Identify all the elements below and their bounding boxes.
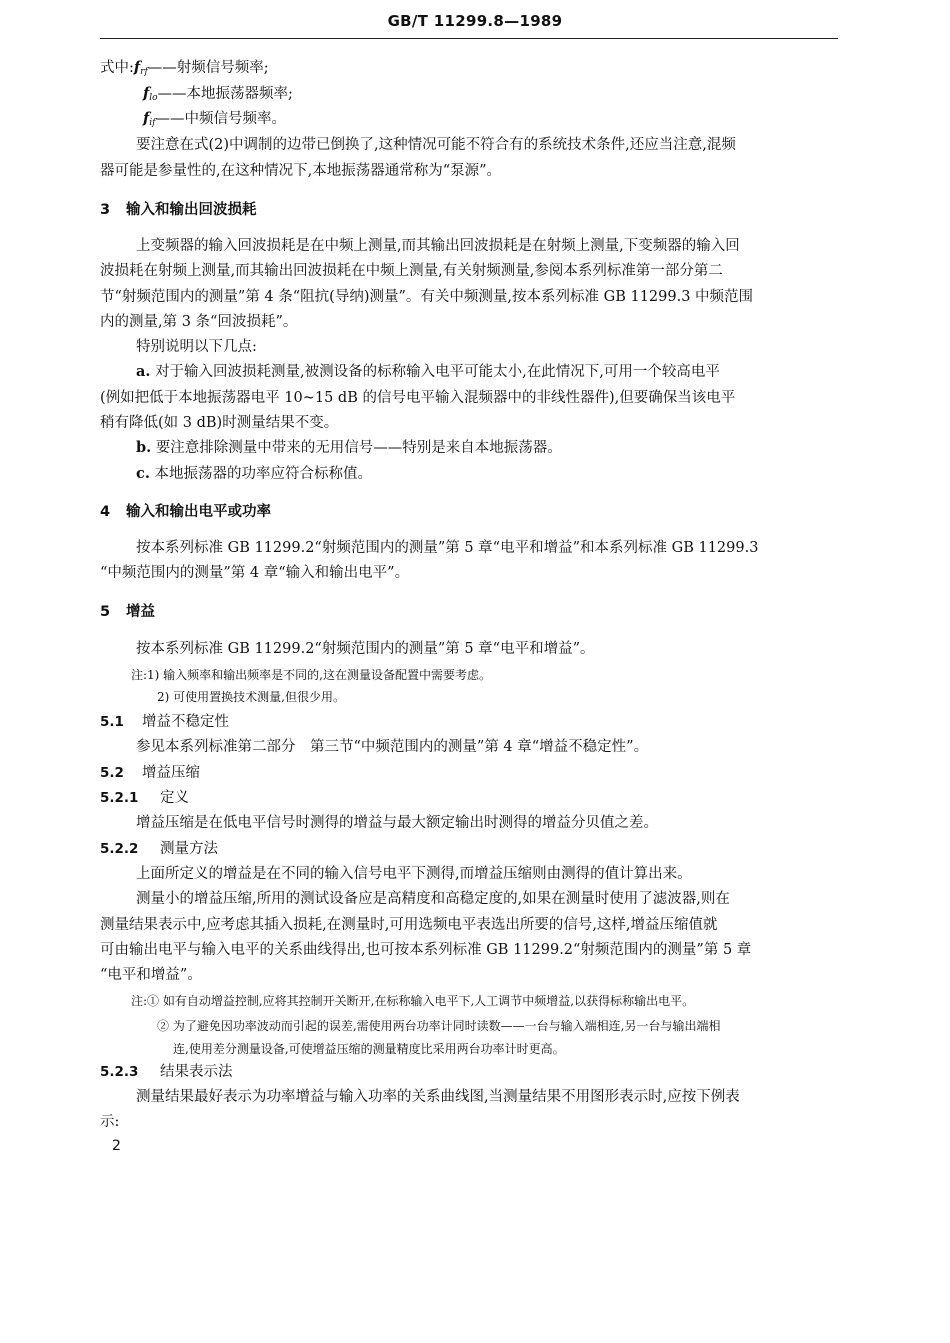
symbol-f-lo: f [143, 85, 150, 102]
subsection-number: 5.2 [100, 765, 124, 781]
list-label: c. [136, 465, 150, 482]
subsection-title: 结果表示法 [160, 1064, 233, 1080]
formula-def-lo [143, 84, 883, 108]
subsection-title: 增益不稳定性 [142, 714, 229, 730]
subsection-title: 定义 [160, 790, 189, 806]
list-item-a [136, 362, 876, 382]
section-3-heading [100, 200, 840, 220]
paragraph-line: “中频范围内的测量”第 4 章“输入和输出电平”。 [100, 565, 410, 581]
subsection-number: 5.2.1 [100, 790, 139, 806]
subsection-number: 5.2.3 [100, 1064, 139, 1080]
section-number: 5 [100, 604, 111, 620]
subsection-5-2-heading [100, 763, 840, 783]
intro-paragraph-line: 器可能是参量性的,在这种情况下,本地振荡器通常称为“泵源”。 [100, 163, 502, 179]
subscript-lo: lo [149, 93, 158, 103]
note-line: 连,使用差分测量设备,可使增益压缩的测量精度比采用两台功率计时更高。 [173, 1042, 565, 1056]
subsection-number: 5.1 [100, 714, 124, 730]
section-5-heading [100, 602, 840, 622]
subsection-5-2-1-heading [100, 788, 840, 808]
paragraph-line: 示: [100, 1114, 120, 1130]
paragraph-line: 特别说明以下几点: [136, 339, 257, 355]
section-title: 输入和输出电平或功率 [126, 504, 271, 520]
subsection-title: 测量方法 [160, 841, 218, 857]
paragraph-line: 按本系列标准 GB 11299.2“射频范围内的测量”第 5 章“电平和增益”。 [136, 641, 595, 657]
list-text: 要注意排除测量中带来的无用信号——特别是来自本地振荡器。 [155, 440, 562, 456]
paragraph-line: 增益压缩是在低电平信号时测得的增益与最大额定输出时测得的增益分贝值之差。 [136, 815, 658, 831]
subscript-if: if [149, 118, 156, 128]
section-number: 4 [100, 504, 111, 520]
section-4-heading [100, 502, 840, 522]
paragraph-line: 测量小的增益压缩,所用的测试设备应是高精度和高稳定度的,如果在测量时使用了滤波器,则在 [136, 891, 730, 907]
paragraph-line: 参见本系列标准第二部分 第三节“中频范围内的测量”第 4 章“增益不稳定性”。 [136, 739, 649, 755]
formula-prefix: 式中: [100, 60, 134, 76]
paragraph-line: 测量结果表示中,应考虑其插入损耗,在测量时,可用选频电平表选出所要的信号,这样,增益压缩值就 [100, 917, 718, 933]
formula-def-rf-text: ——射频信号频率; [147, 60, 269, 76]
page-number: 2 [112, 1138, 121, 1154]
section-title: 增益 [126, 604, 155, 620]
formula-def-if [143, 109, 883, 133]
formula-def-lo-text: ——本地振荡器频率; [157, 86, 293, 102]
paragraph-line: 上面所定义的增益是在不同的输入信号电平下测得,而增益压缩则由测得的值计算出来。 [136, 866, 692, 882]
formula-def-if-text: ——中频信号频率。 [155, 111, 286, 127]
formula-def-rf [100, 58, 840, 82]
section-title: 输入和输出回波损耗 [126, 202, 257, 218]
paragraph-line: (例如把低于本地振荡器电平 10~15 dB 的信号电平输入混频器中的非线性器件),但要确保当该电平 [100, 390, 736, 406]
paragraph-line: “电平和增益”。 [100, 967, 202, 983]
symbol-f-rf: f [133, 59, 141, 76]
symbol-f-if: f [143, 110, 150, 127]
paragraph-line: 节“射频范围内的测量”第 4 条“阻抗(导纳)测量”。有关中频测量,按本系列标准 GB 11299.3 中频范围 [100, 289, 754, 305]
subsection-number: 5.2.2 [100, 841, 139, 857]
paragraph-line: 稍有降低(如 3 dB)时测量结果不变。 [100, 415, 339, 431]
list-item-c [136, 464, 876, 484]
list-text: 对于输入回波损耗测量,被测设备的标称输入电平可能太小,在此情况下,可用一个较高电平 [155, 364, 720, 380]
paragraph-line: 可由输出电平与输入电平的关系曲线得出,也可按本系列标准 GB 11299.2“射频范围内的测量”第 5 章 [100, 942, 752, 958]
paragraph-line: 上变频器的输入回波损耗是在中频上测量,而其输出回波损耗是在射频上测量,下变频器的输入回 [136, 238, 740, 254]
list-label: b. [136, 439, 152, 456]
note-line: 注:1) 输入频率和输出频率是不同的,这在测量设备配置中需要考虑。 [131, 668, 491, 682]
subsection-5-2-3-heading [100, 1062, 840, 1082]
paragraph-line: 内的测量,第 3 条“回波损耗”。 [100, 314, 298, 330]
subscript-rf: rf [140, 67, 148, 77]
intro-paragraph-line: 要注意在式(2)中调制的边带已倒换了,这种情况可能不符合有的系统技术条件,还应当注意,混频 [136, 137, 736, 153]
subsection-5-1-heading [100, 712, 840, 732]
list-text: 本地振荡器的功率应符合标称值。 [154, 466, 372, 482]
note-line: 注:① 如有自动增益控制,应将其控制开关断开,在标称输入电平下,人工调节中频增益,以获得标称输出电平。 [131, 994, 695, 1008]
list-item-b [136, 438, 876, 458]
page-header-title: GB/T 11299.8—1989 [387, 12, 563, 30]
subsection-5-2-2-heading [100, 839, 840, 859]
note-line: ② 为了避免因功率波动而引起的误差,需使用两台功率计同时读数——一台与输入端相连,另一台与输出端相 [157, 1019, 721, 1033]
paragraph-line: 测量结果最好表示为功率增益与输入功率的关系曲线图,当测量结果不用图形表示时,应按下例表 [136, 1089, 740, 1105]
header-rule [100, 38, 838, 39]
section-number: 3 [100, 202, 111, 218]
list-label: a. [136, 363, 151, 380]
note-line: 2) 可使用置换技术测量,但很少用。 [157, 690, 345, 704]
paragraph-line: 波损耗在射频上测量,而其输出回波损耗在中频上测量,有关射频测量,参阅本系列标准第一部分第二 [100, 263, 723, 279]
subsection-title: 增益压缩 [142, 765, 200, 781]
paragraph-line: 按本系列标准 GB 11299.2“射频范围内的测量”第 5 章“电平和增益”和本系列标准 GB 11299.3 [136, 540, 759, 556]
